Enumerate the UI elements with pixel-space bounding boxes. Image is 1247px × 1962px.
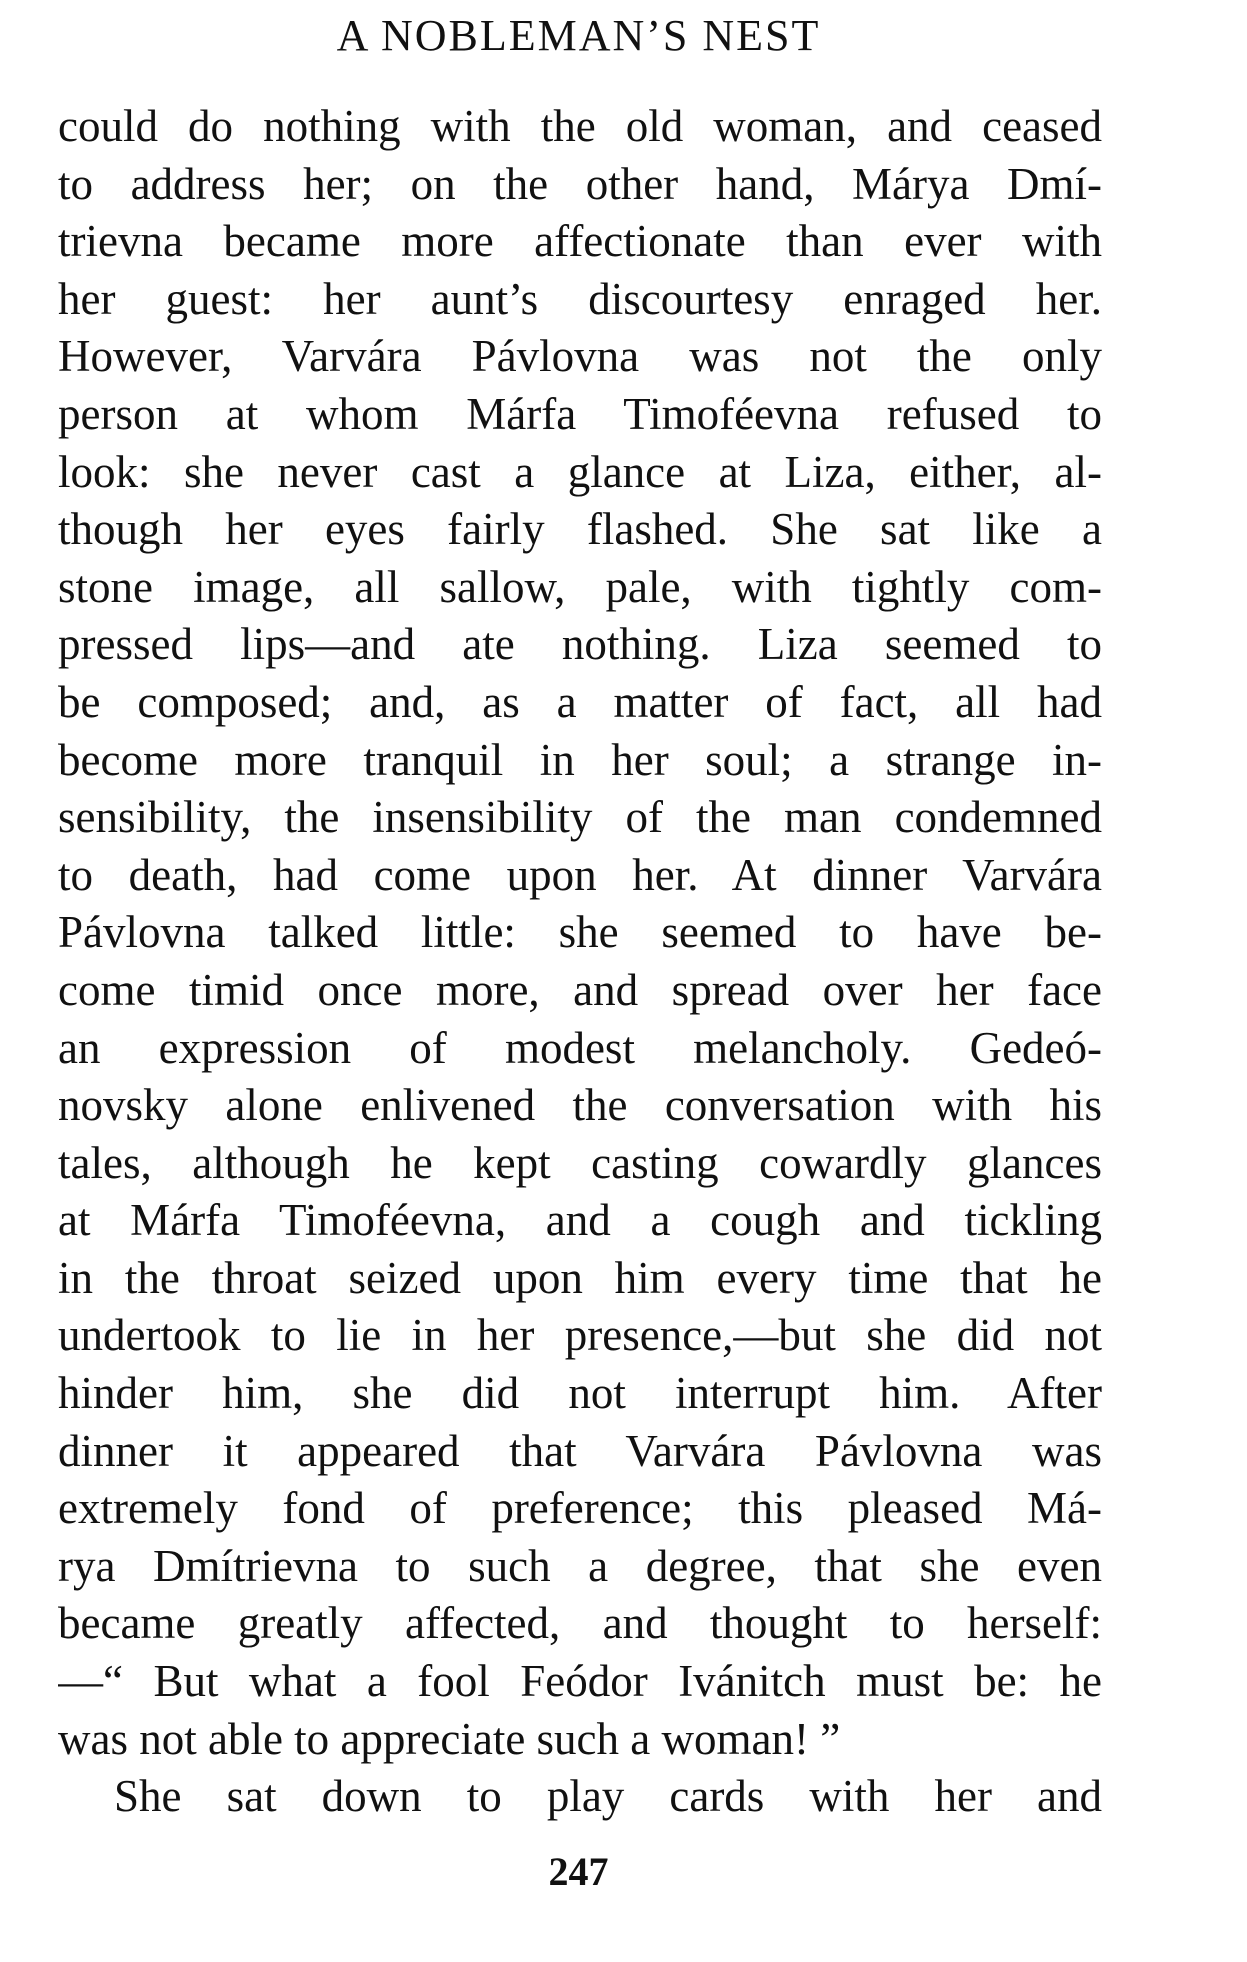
text-line-paragraph-end: was not able to appreciate such a woman! ” bbox=[58, 1713, 841, 1764]
text-line: come timid once more, and spread over her face bbox=[58, 964, 1102, 1015]
text-line: Pávlovna talked little: she seemed to have be- bbox=[58, 907, 1102, 958]
text-line: trievna became more affectionate than ever with bbox=[58, 216, 1102, 267]
text-line: person at whom Márfa Timoféevna refused to bbox=[58, 388, 1102, 439]
text-line: to death, had come upon her. At dinner Varvára bbox=[58, 849, 1102, 900]
text-line: novsky alone enlivened the conversation with his bbox=[58, 1080, 1102, 1131]
text-line-paragraph-start: She sat down to play cards with her and bbox=[114, 1771, 1102, 1822]
text-line: though her eyes fairly flashed. She sat like a bbox=[58, 504, 1102, 555]
text-line: in the throat seized upon him every time that he bbox=[58, 1252, 1102, 1303]
text-line: be composed; and, as a matter of fact, all had bbox=[58, 676, 1102, 727]
text-line: her guest: her aunt’s discourtesy enraged her. bbox=[58, 273, 1102, 324]
text-line: could do nothing with the old woman, and ceased bbox=[58, 101, 1102, 151]
text-line: —“ But what a fool Feódor Ivánitch must be: he bbox=[58, 1656, 1102, 1707]
text-line: an expression of modest melancholy. Gedeó- bbox=[58, 1022, 1102, 1073]
running-title: A NOBLEMAN’S NEST bbox=[336, 11, 821, 60]
text-line: became greatly affected, and thought to herself: bbox=[58, 1598, 1102, 1649]
text-line: sensibility, the insensibility of the man condemned bbox=[58, 792, 1102, 843]
text-line: at Márfa Timoféevna, and a cough and tickling bbox=[58, 1195, 1102, 1246]
text-line: stone image, all sallow, pale, with tightly com- bbox=[58, 561, 1102, 612]
text-line: dinner it appeared that Varvára Pávlovna was bbox=[58, 1425, 1102, 1476]
text-line: However, Varvára Pávlovna was not the only bbox=[58, 331, 1102, 382]
text-line: to address her; on the other hand, Márya Dmí- bbox=[58, 158, 1102, 209]
text-line: rya Dmítrievna to such a degree, that she even bbox=[58, 1540, 1102, 1591]
text-line: undertook to lie in her presence,—but she did not bbox=[58, 1310, 1102, 1361]
text-line: pressed lips—and ate nothing. Liza seemed to bbox=[58, 619, 1102, 670]
page-number: 247 bbox=[548, 1849, 609, 1894]
body-text bbox=[58, 98, 1102, 1826]
text-line: look: she never cast a glance at Liza, either, al- bbox=[58, 446, 1102, 497]
text-line: become more tranquil in her soul; a strange in- bbox=[58, 734, 1102, 785]
text-line: hinder him, she did not interrupt him. After bbox=[58, 1368, 1102, 1419]
text-line: tales, although he kept casting cowardly glances bbox=[58, 1137, 1102, 1188]
text-line: extremely fond of preference; this pleased Má- bbox=[58, 1483, 1102, 1534]
